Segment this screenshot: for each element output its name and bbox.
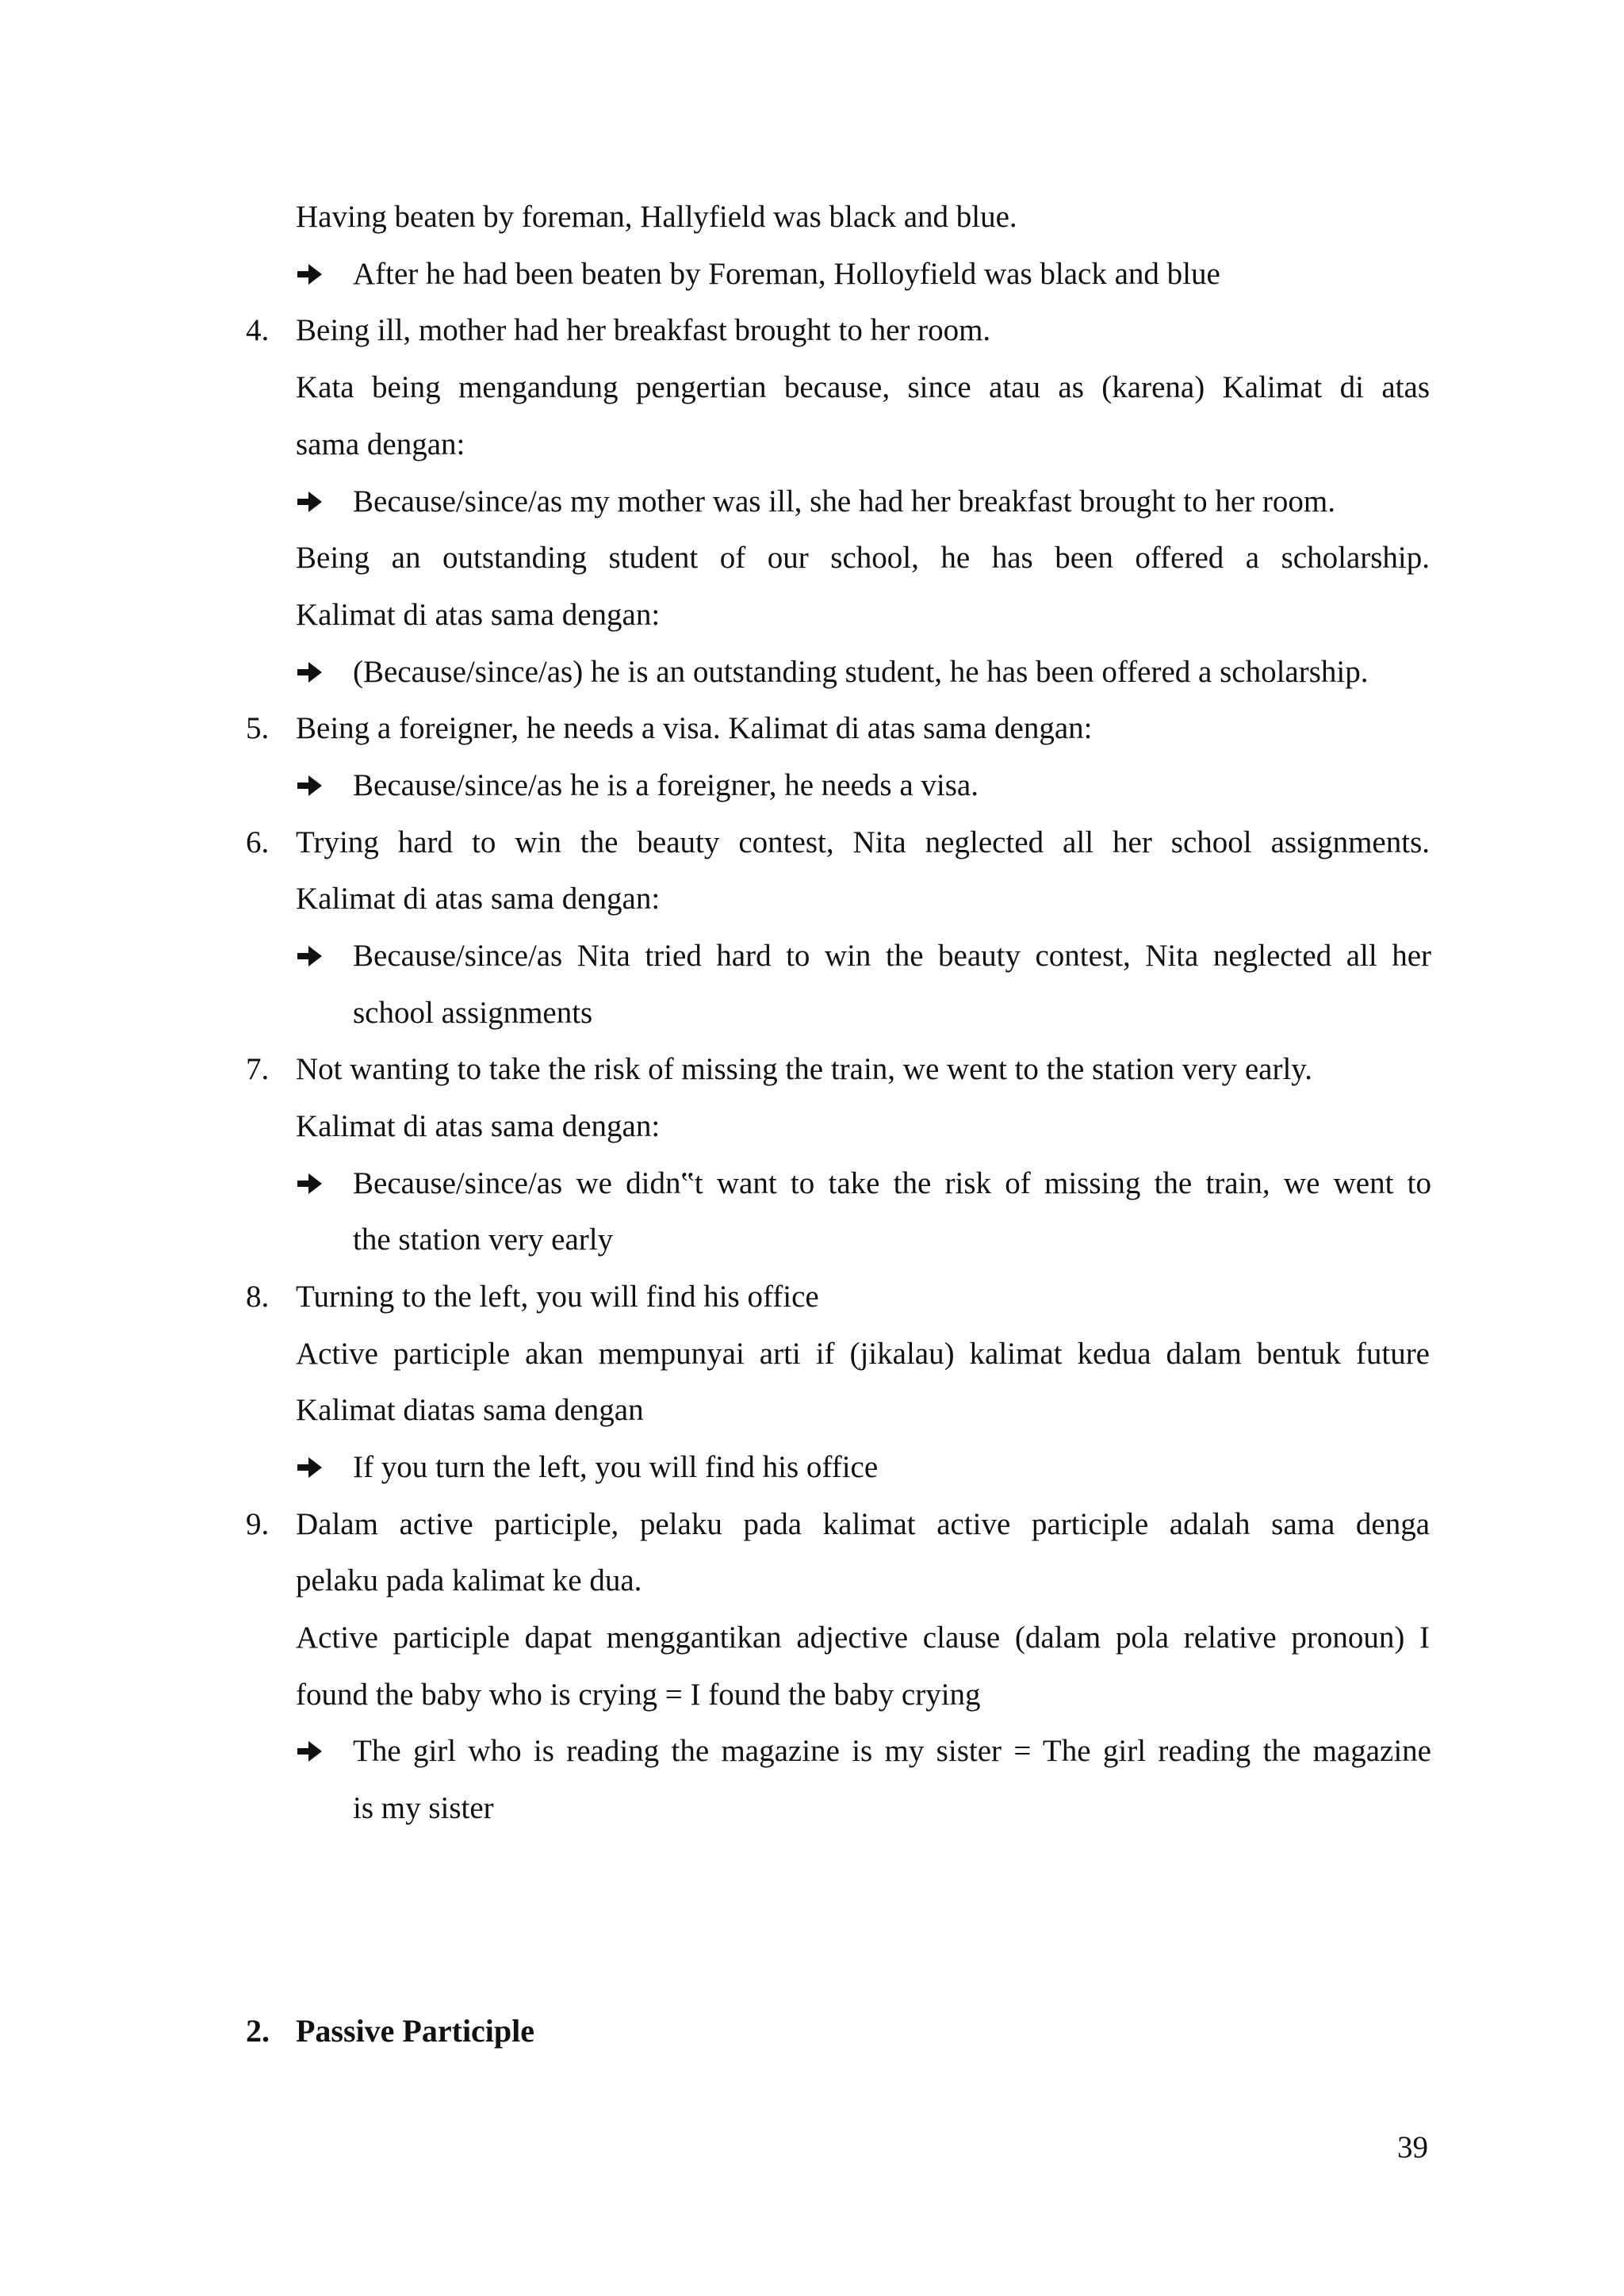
text-line: pelaku pada kalimat ke dua. [296,1563,642,1598]
section-number: 2. [246,2013,270,2049]
text-line: Active participle dapat menggantikan adjective clause (dalam pola relative pronoun) I [296,1621,1430,1655]
text-line: After he had been beaten by Foreman, Holloyfield was black and blue [353,257,1220,291]
text-line: Kalimat di atas sama dengan: [296,882,661,916]
text-line: Having beaten by foreman, Hallyfield was black and blue. [296,200,1017,234]
right-arrow-icon [296,653,324,691]
right-arrow-icon [296,483,324,521]
right-arrow-icon [296,1732,324,1770]
list-number: 6. [246,825,270,859]
list-number: 5. [246,711,270,745]
text-line: school assignments [353,996,593,1030]
text-line: Kalimat diatas sama dengan [296,1393,644,1427]
page-number: 39 [1397,2130,1428,2164]
text-line: the station very early [353,1223,614,1257]
text-line: found the baby who is crying = I found the baby crying [296,1678,981,1712]
text-line: Being a foreigner, he needs a visa. Kalimat di atas sama dengan: [296,711,1093,745]
text-line: Because/since/as my mother was ill, she had her breakfast brought to her room. [353,484,1335,519]
section-heading: Passive Participle [296,2013,535,2049]
text-line: Being an outstanding student of our school, he has been offered a scholarship. [296,541,1430,575]
list-number: 9. [246,1507,270,1541]
right-arrow-icon [296,255,324,293]
text-line: Not wanting to take the risk of missing the train, we went to the station very early. [296,1052,1313,1086]
right-arrow-icon [296,1448,324,1487]
text-line: is my sister [353,1791,494,1825]
right-arrow-icon [296,1165,324,1203]
text-line: (Because/since/as) he is an outstanding student, he has been offered a scholarship. [353,655,1369,689]
right-arrow-icon [296,937,324,975]
text-line: Because/since/as he is a foreigner, he needs a visa. [353,768,979,802]
text-line: Kata being mengandung pengertian because, since atau as (karena) Kalimat di atas [296,370,1430,404]
text-line: Being ill, mother had her breakfast brought to her room. [296,313,991,347]
list-number: 4. [246,313,270,347]
text-line: The girl who is reading the magazine is my sister = The girl reading the magazine [353,1734,1431,1768]
right-arrow-icon [296,767,324,805]
text-line: Trying hard to win the beauty contest, Nita neglected all her school assignments. [296,825,1430,859]
text-line: Because/since/as Nita tried hard to win the beauty contest, Nita neglected all her [353,939,1431,973]
text-line: If you turn the left, you will find his office [353,1450,879,1484]
text-line: sama dengan: [296,427,465,461]
text-line: Active participle akan mempunyai arti if (jikalau) kalimat kedua dalam bentuk future [296,1337,1430,1371]
text-line: Turning to the left, you will find his office [296,1280,819,1314]
list-number: 7. [246,1052,270,1086]
list-number: 8. [246,1280,270,1314]
text-line: Kalimat di atas sama dengan: [296,1109,661,1143]
text-line: Because/since/as we didn‟t want to take the risk of missing the train, we went to [353,1166,1431,1200]
text-line: Kalimat di atas sama dengan: [296,598,661,632]
text-line: Dalam active participle, pelaku pada kalimat active participle adalah sama denga [296,1507,1430,1541]
